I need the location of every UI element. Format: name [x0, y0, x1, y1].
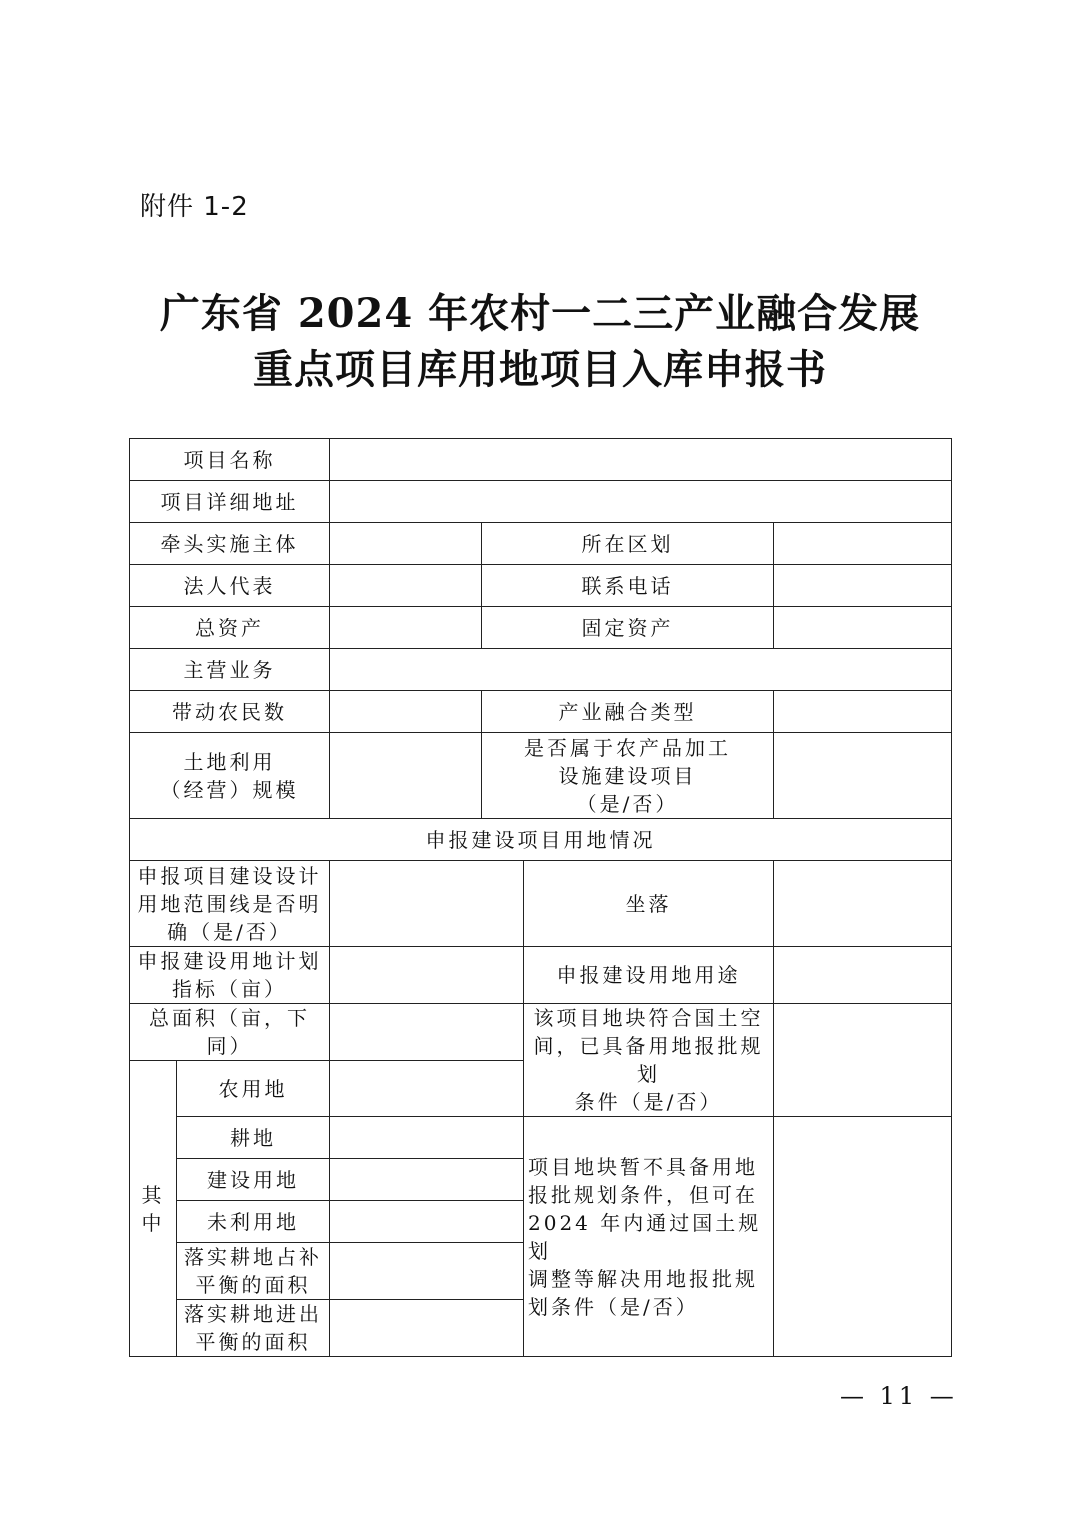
row-legal-rep	[130, 565, 952, 607]
label-project-address: 项目详细地址	[130, 481, 330, 523]
field-farmers-driven[interactable]	[330, 691, 482, 733]
field-plan-quota[interactable]	[330, 947, 524, 1004]
section-header-land-situation: 申报建设项目用地情况	[130, 819, 952, 861]
row-main-business	[130, 649, 952, 691]
field-balance-offset[interactable]	[330, 1243, 524, 1300]
label-balance-offset-line1: 落实耕地占补	[184, 1245, 322, 1269]
label-boundary-line2: 用地范围线是否明	[137, 891, 322, 916]
label-planning-line2: 间，已具备用地报批规划	[533, 1034, 764, 1086]
row-lead-entity	[130, 523, 952, 565]
label-quota-line2: 指标（亩）	[172, 977, 287, 1001]
row-section-header	[130, 819, 952, 861]
label-main-business: 主营业务	[130, 649, 330, 691]
label-location: 坐落	[524, 861, 774, 947]
label-not-ready	[524, 1117, 774, 1357]
field-construction-land[interactable]	[330, 1159, 524, 1201]
field-fusion-type[interactable]	[774, 691, 952, 733]
label-agri-land: 农用地	[177, 1061, 330, 1117]
field-location[interactable]	[774, 861, 952, 947]
field-total-assets[interactable]	[330, 607, 482, 649]
attachment-label: 附件 1-2	[140, 192, 249, 222]
label-planning-line3: 条件（是/否）	[574, 1090, 723, 1114]
label-balance-inout	[177, 1300, 330, 1357]
label-fusion-type: 产业融合类型	[482, 691, 774, 733]
label-balance-offset-line2: 平衡的面积	[195, 1273, 311, 1297]
field-unused-land[interactable]	[330, 1201, 524, 1243]
label-lead-entity: 牵头实施主体	[130, 523, 330, 565]
field-district[interactable]	[774, 523, 952, 565]
field-agri-land[interactable]	[330, 1061, 524, 1117]
label-balance-inout-line1: 落实耕地进出	[184, 1302, 322, 1326]
label-among-line1: 其	[141, 1182, 165, 1207]
label-not-ready-line3: 2024 年内通过国土规划	[528, 1210, 762, 1263]
field-fixed-assets[interactable]	[774, 607, 952, 649]
label-boundary-line3: 确（是/否）	[167, 919, 292, 944]
title-line-1: 广东省 2024 年农村一二三产业融合发展	[159, 290, 921, 337]
label-farmers-driven: 带动农民数	[130, 691, 330, 733]
row-farmers	[130, 691, 952, 733]
label-not-ready-line4: 调整等解决用地报批规	[528, 1266, 758, 1291]
label-land-use-line1: 土地利用	[183, 749, 276, 774]
label-processing-line2: 设施建设项目	[558, 763, 697, 788]
field-land-purpose[interactable]	[774, 947, 952, 1004]
label-total-area: 总面积（亩，下同）	[130, 1004, 330, 1061]
row-total-area	[130, 1004, 952, 1061]
field-project-name[interactable]	[330, 439, 952, 481]
label-boundary-defined	[130, 861, 330, 947]
row-project-name	[130, 439, 952, 481]
label-project-name: 项目名称	[130, 439, 330, 481]
field-legal-rep[interactable]	[330, 565, 482, 607]
label-land-use-scale	[130, 733, 330, 819]
row-land-use	[130, 733, 952, 819]
field-main-business[interactable]	[330, 649, 952, 691]
label-arable-land: 耕地	[177, 1117, 330, 1159]
field-arable-land[interactable]	[330, 1117, 524, 1159]
label-processing-line1: 是否属于农产品加工	[524, 735, 731, 760]
application-form-table	[129, 438, 952, 1357]
label-balance-inout-line2: 平衡的面积	[195, 1330, 311, 1354]
label-planning-line1: 该项目地块符合国土空	[533, 1006, 764, 1030]
row-project-address	[130, 481, 952, 523]
label-land-use-line2: （经营）规模	[160, 777, 299, 802]
field-total-area[interactable]	[330, 1004, 524, 1061]
title-line-2: 重点项目库用地项目入库申报书	[253, 346, 827, 393]
field-project-address[interactable]	[330, 481, 952, 523]
label-construction-land: 建设用地	[177, 1159, 330, 1201]
row-arable-land	[130, 1117, 952, 1159]
field-phone[interactable]	[774, 565, 952, 607]
row-boundary	[130, 861, 952, 947]
label-quota-line1: 申报建设用地计划	[137, 949, 322, 973]
label-planning-ready	[524, 1004, 774, 1117]
field-land-use-scale[interactable]	[330, 733, 482, 819]
label-balance-offset	[177, 1243, 330, 1300]
field-processing-facility[interactable]	[774, 733, 952, 819]
label-among	[130, 1061, 177, 1357]
label-not-ready-line5: 划条件（是/否）	[528, 1294, 699, 1319]
label-phone: 联系电话	[482, 565, 774, 607]
field-not-ready[interactable]	[774, 1117, 952, 1357]
row-quota	[130, 947, 952, 1004]
field-balance-inout[interactable]	[330, 1300, 524, 1357]
label-legal-rep: 法人代表	[130, 565, 330, 607]
field-lead-entity[interactable]	[330, 523, 482, 565]
label-processing-line3: （是/否）	[576, 791, 679, 816]
label-fixed-assets: 固定资产	[482, 607, 774, 649]
row-assets	[130, 607, 952, 649]
label-unused-land: 未利用地	[177, 1201, 330, 1243]
page-number: — 11 —	[840, 1382, 958, 1410]
label-not-ready-line1: 项目地块暂不具备用地	[528, 1154, 758, 1179]
label-plan-quota	[130, 947, 330, 1004]
label-not-ready-line2: 报批规划条件，但可在	[528, 1182, 758, 1207]
field-planning-ready[interactable]	[774, 1004, 952, 1117]
label-land-purpose: 申报建设用地用途	[524, 947, 774, 1004]
label-among-line2: 中	[141, 1210, 165, 1235]
field-boundary-defined[interactable]	[330, 861, 524, 947]
label-total-assets: 总资产	[130, 607, 330, 649]
label-district: 所在区划	[482, 523, 774, 565]
label-boundary-line1: 申报项目建设设计	[137, 863, 322, 888]
label-processing-facility	[482, 733, 774, 819]
